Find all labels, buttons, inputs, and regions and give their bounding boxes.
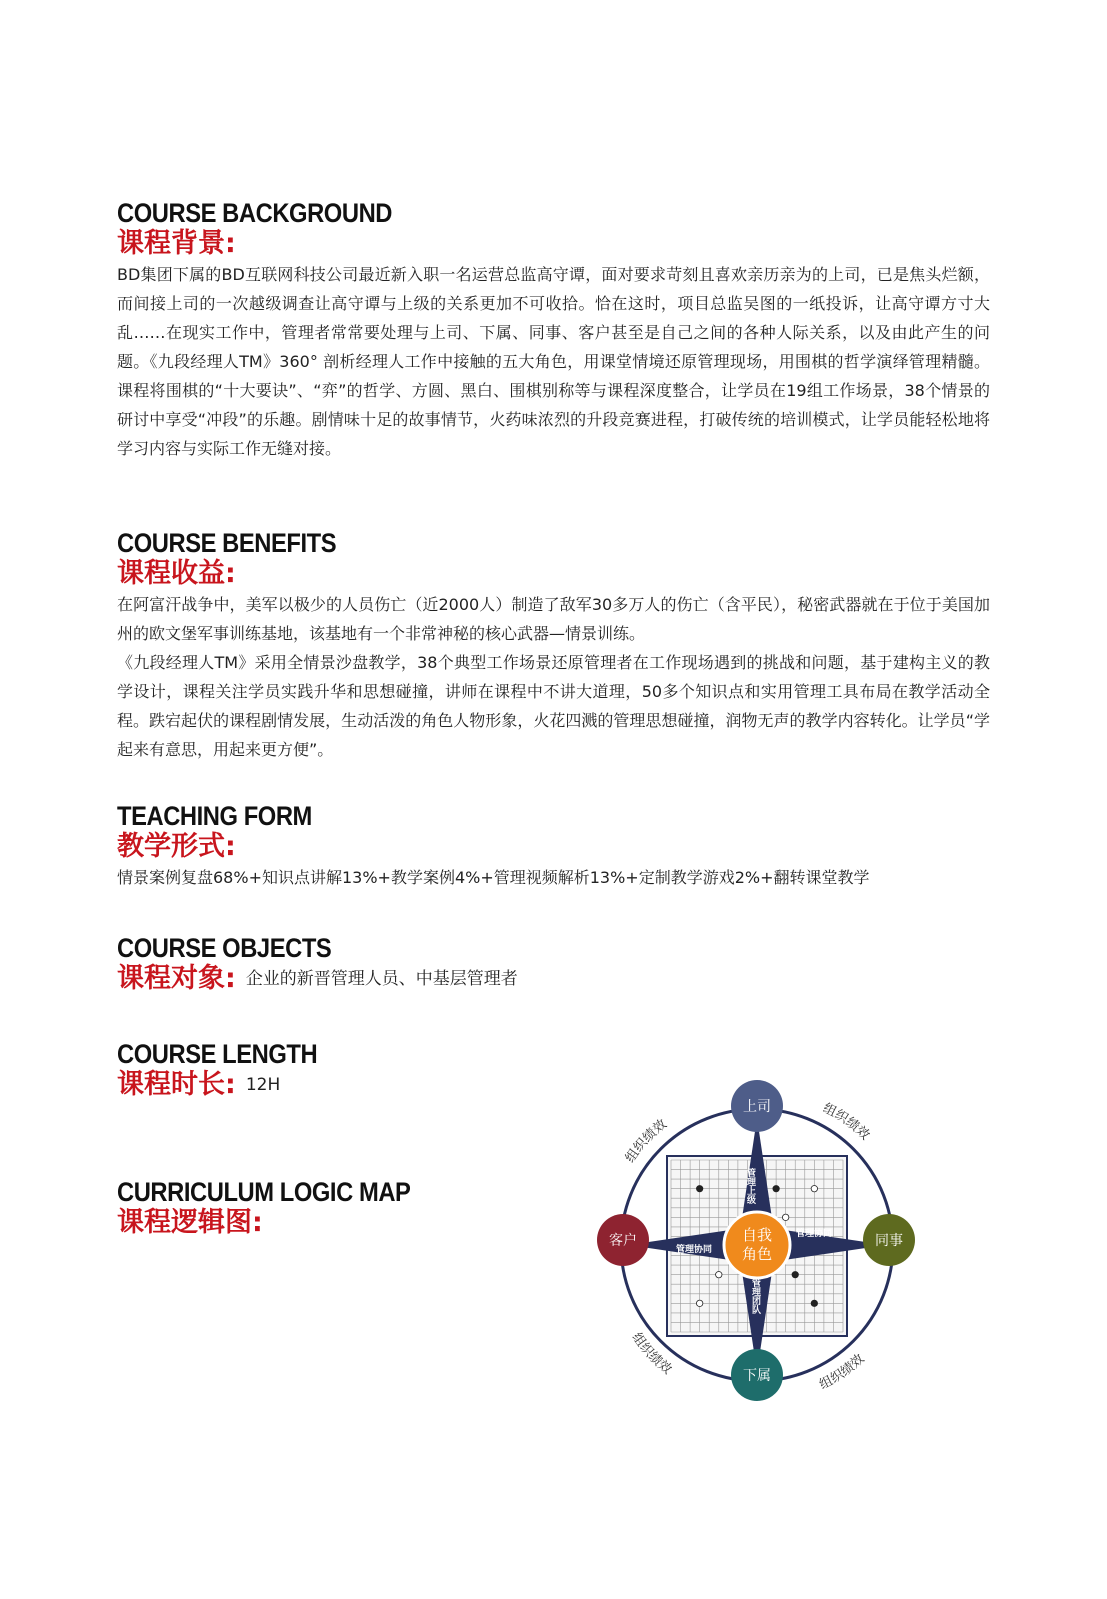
logicmap-section — [117, 1177, 450, 1239]
arc-label-bottom-right: 组织绩效 — [817, 1351, 868, 1393]
form-title-en: TEACHING FORM — [117, 801, 312, 831]
benefits-section — [117, 528, 990, 764]
objects-section — [117, 933, 518, 995]
length-title-en: COURSE LENGTH — [117, 1039, 318, 1069]
go-stone — [792, 1271, 798, 1277]
form-text: 情景案例复盘68%+知识点讲解13%+教学案例4%+管理视频解析13%+定制教学游戏2%+翻转课堂教学 — [117, 868, 870, 887]
arc-label-top-right: 组织绩效 — [820, 1100, 873, 1144]
length-section — [117, 1039, 345, 1101]
go-stone — [696, 1185, 702, 1191]
go-stone — [696, 1300, 702, 1306]
objects-title-en: COURSE OBJECTS — [117, 933, 332, 963]
arm-right-label: 管理协同 — [796, 1229, 833, 1239]
length-label: 课程时长: — [117, 1069, 236, 1100]
background-title-cn: 课程背景: — [117, 228, 236, 259]
arc-label-bottom-left: 组织绩效 — [628, 1330, 675, 1378]
length-value: 12H — [245, 1075, 281, 1095]
background-text: BD集团下属的BD互联网科技公司最近新入职一名运营总监高守谭，面对要求苛刻且喜欢亲历亲为的上司，已是焦头烂额，而间接上司的一次越级调查让高守谭与上级的关系更加不可收拾。恰在这时，项目总监吴图的一纸投诉，让高守谭方寸大乱……在现实工作中，管理者常常要处理与上司、下属、同事、客户甚至是自己之间的各种人际关系，以及由此产生的问题。《九段经理人TM》360° 剖析经理人工作中接触的五大角色，用课堂情境还原管理现场，用围棋的哲学演绎管理精髓。课程将围棋的“十大要诀”、“弈”的哲学、方圆、黑白、围棋别称等与课程深度整合，让学员在19组工作场景，38个情景的研讨中享受“冲段”的乐趣。剧情味十足的故事情节，火药味浓烈的升段竞赛进程，打破传统的培训模式，让学员能轻松地将学习内容与实际工作无缝对接。 — [117, 265, 990, 458]
arm-left-label: 管理协同 — [676, 1245, 713, 1255]
node-bottom-label: 下属 — [743, 1368, 771, 1384]
background-section — [117, 198, 990, 463]
logicmap-title-cn: 课程逻辑图: — [117, 1207, 263, 1238]
node-top-label: 上司 — [743, 1099, 771, 1115]
go-stone — [773, 1185, 779, 1191]
logic-map-diagram — [590, 1080, 925, 1410]
node-left-label: 客户 — [609, 1233, 637, 1249]
length-title-cn — [117, 1069, 345, 1101]
benefits-title-en: COURSE BENEFITS — [117, 528, 337, 558]
objects-label: 课程对象: — [117, 963, 236, 994]
node-right-label: 同事 — [875, 1233, 903, 1249]
logicmap-title-en: CURRICULUM LOGIC MAP — [117, 1177, 411, 1207]
arc-label-top-left: 组织绩效 — [622, 1116, 670, 1166]
benefits-paragraph-2: 《九段经理人TM》采用全情景沙盘教学，38个典型工作场景还原管理者在工作现场遇到的挑战和问题，基于建构主义的教学设计，课程关注学员实践升华和思想碰撞，讲师在课程中不讲大道理，50多个知识点和实用管理工具布局在教学活动全程。跌宕起伏的课程剧情发展，生动活泼的角色人物形象，火花四溅的管理思想碰撞，润物无声的教学内容转化。让学员“学起来有意思，用起来更方便”。 — [117, 653, 990, 759]
form-section — [117, 801, 990, 892]
go-stone — [811, 1185, 817, 1191]
benefits-paragraph-1: 在阿富汗战争中，美军以极少的人员伤亡（近2000人）制造了敌军30多万人的伤亡（含平民），秘密武器就在于位于美国加州的欧文堡军事训练基地，该基地有一个非常神秘的核心武器—情景训练。 — [117, 595, 990, 643]
form-title-cn: 教学形式: — [117, 831, 236, 862]
go-stone — [716, 1271, 722, 1277]
objects-value: 企业的新晋管理人员、中基层管理者 — [245, 969, 518, 989]
background-title-en: COURSE BACKGROUND — [117, 198, 393, 228]
center-label-1: 自我 — [741, 1226, 773, 1244]
center-label-2: 角色 — [741, 1245, 773, 1263]
benefits-title-cn: 课程收益: — [117, 558, 236, 589]
arm-bottom-label: 管理团队 — [750, 1278, 760, 1314]
arm-top-label: 管理上级 — [745, 1168, 755, 1204]
go-stone — [782, 1214, 788, 1220]
objects-title-cn — [117, 963, 518, 995]
go-stone — [811, 1300, 817, 1306]
